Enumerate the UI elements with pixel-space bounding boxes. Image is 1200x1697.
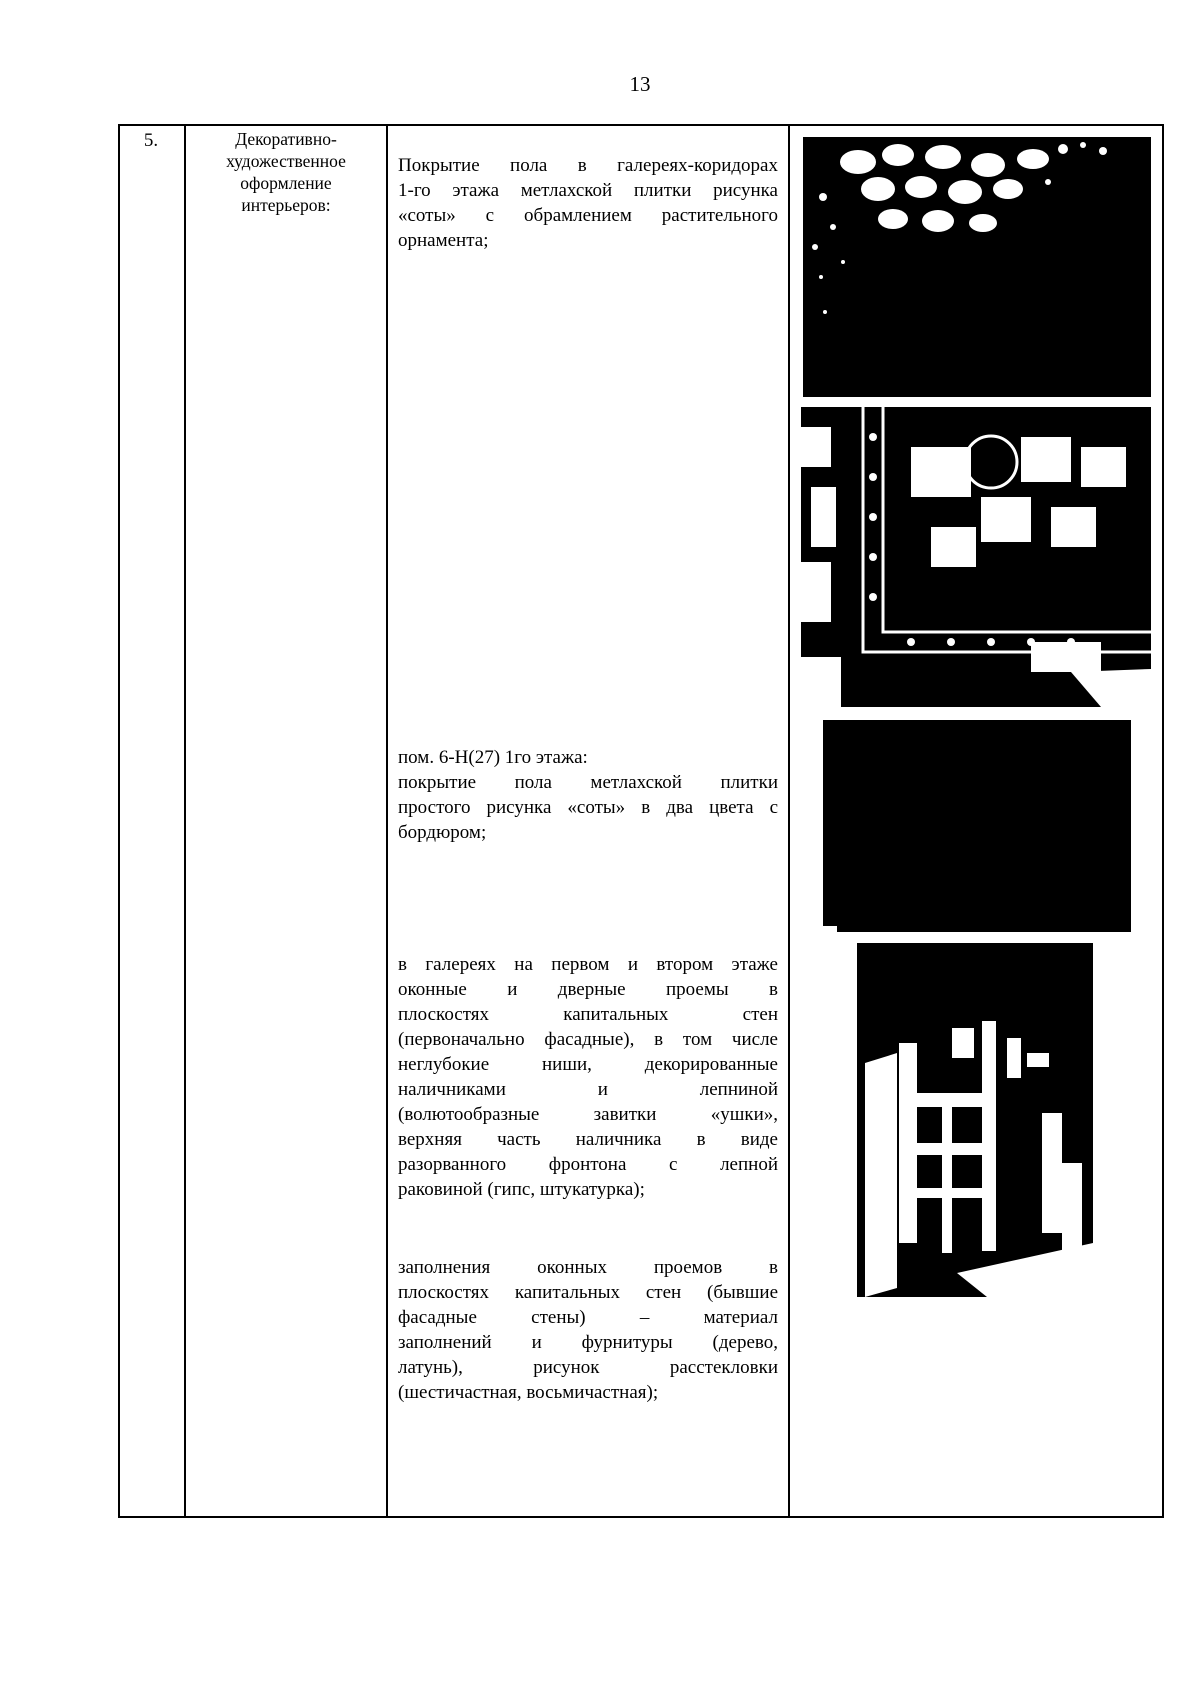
text-line: пом. 6-Н(27) 1го этажа: xyxy=(398,747,588,768)
text-line: (волютообразные завитки «ушки», xyxy=(398,1104,778,1125)
text-line: заполнений и фурнитуры (дерево, xyxy=(398,1332,778,1353)
text-line: неглубокие ниши, декорированные xyxy=(398,1054,778,1075)
column-divider-1 xyxy=(184,124,186,1518)
text-line: бордюром; xyxy=(398,822,487,843)
text-line: наличниками и лепниной xyxy=(398,1079,778,1100)
category-line: художественное xyxy=(226,151,346,171)
column-divider-2 xyxy=(386,124,388,1518)
category-line: Декоративно- xyxy=(235,129,337,149)
text-line: в галереях на первом и втором этаже xyxy=(398,954,778,975)
text-line: плоскостях капитальных стен xyxy=(398,1004,778,1025)
text-line: оконные и дверные проемы в xyxy=(398,979,778,1000)
text-line: разорванного фронтона с лепной xyxy=(398,1154,778,1175)
text-line: «соты» с обрамлением растительного xyxy=(398,205,778,226)
item-window-fillings xyxy=(398,1255,778,1405)
item-gallery-openings xyxy=(398,952,778,1202)
text-line: раковиной (гипс, штукатурка); xyxy=(398,1179,645,1200)
category-line: интерьеров: xyxy=(241,195,331,215)
text-line: латунь), рисунок расстекловки xyxy=(398,1357,778,1378)
item-floor-corridors xyxy=(398,153,778,253)
text-line: покрытие пола метлахской плитки xyxy=(398,772,778,793)
text-line: 1-го этажа метлахской плитки рисунка xyxy=(398,180,778,201)
text-line: Покрытие пола в галереях-коридорах xyxy=(398,155,778,176)
gallery-window-photo xyxy=(857,943,1093,1297)
row-number: 5. xyxy=(143,130,159,151)
text-line: (первоначально фасадные), в том числе xyxy=(398,1029,778,1050)
floor-tiles-ornament-border-photo xyxy=(801,407,1151,707)
column-divider-3 xyxy=(788,124,790,1518)
text-line: фасадные стены) – материал xyxy=(398,1307,778,1328)
text-line: орнамента; xyxy=(398,230,489,251)
text-line: верхняя часть наличника в виде xyxy=(398,1129,778,1150)
item-room-6n27 xyxy=(398,745,778,845)
floor-tiles-two-color-photo xyxy=(823,720,1131,932)
text-line: простого рисунка «соты» в два цвета с xyxy=(398,797,778,818)
category-cell xyxy=(186,128,386,216)
floor-tiles-honeycomb-photo xyxy=(803,137,1151,397)
text-line: плоскостях капитальных стен (бывшие xyxy=(398,1282,778,1303)
category-line: оформление xyxy=(240,173,332,193)
page-number: 13 xyxy=(629,72,651,96)
text-line: заполнения оконных проемов в xyxy=(398,1257,778,1278)
text-line: (шестичастная, восьмичастная); xyxy=(398,1382,659,1403)
